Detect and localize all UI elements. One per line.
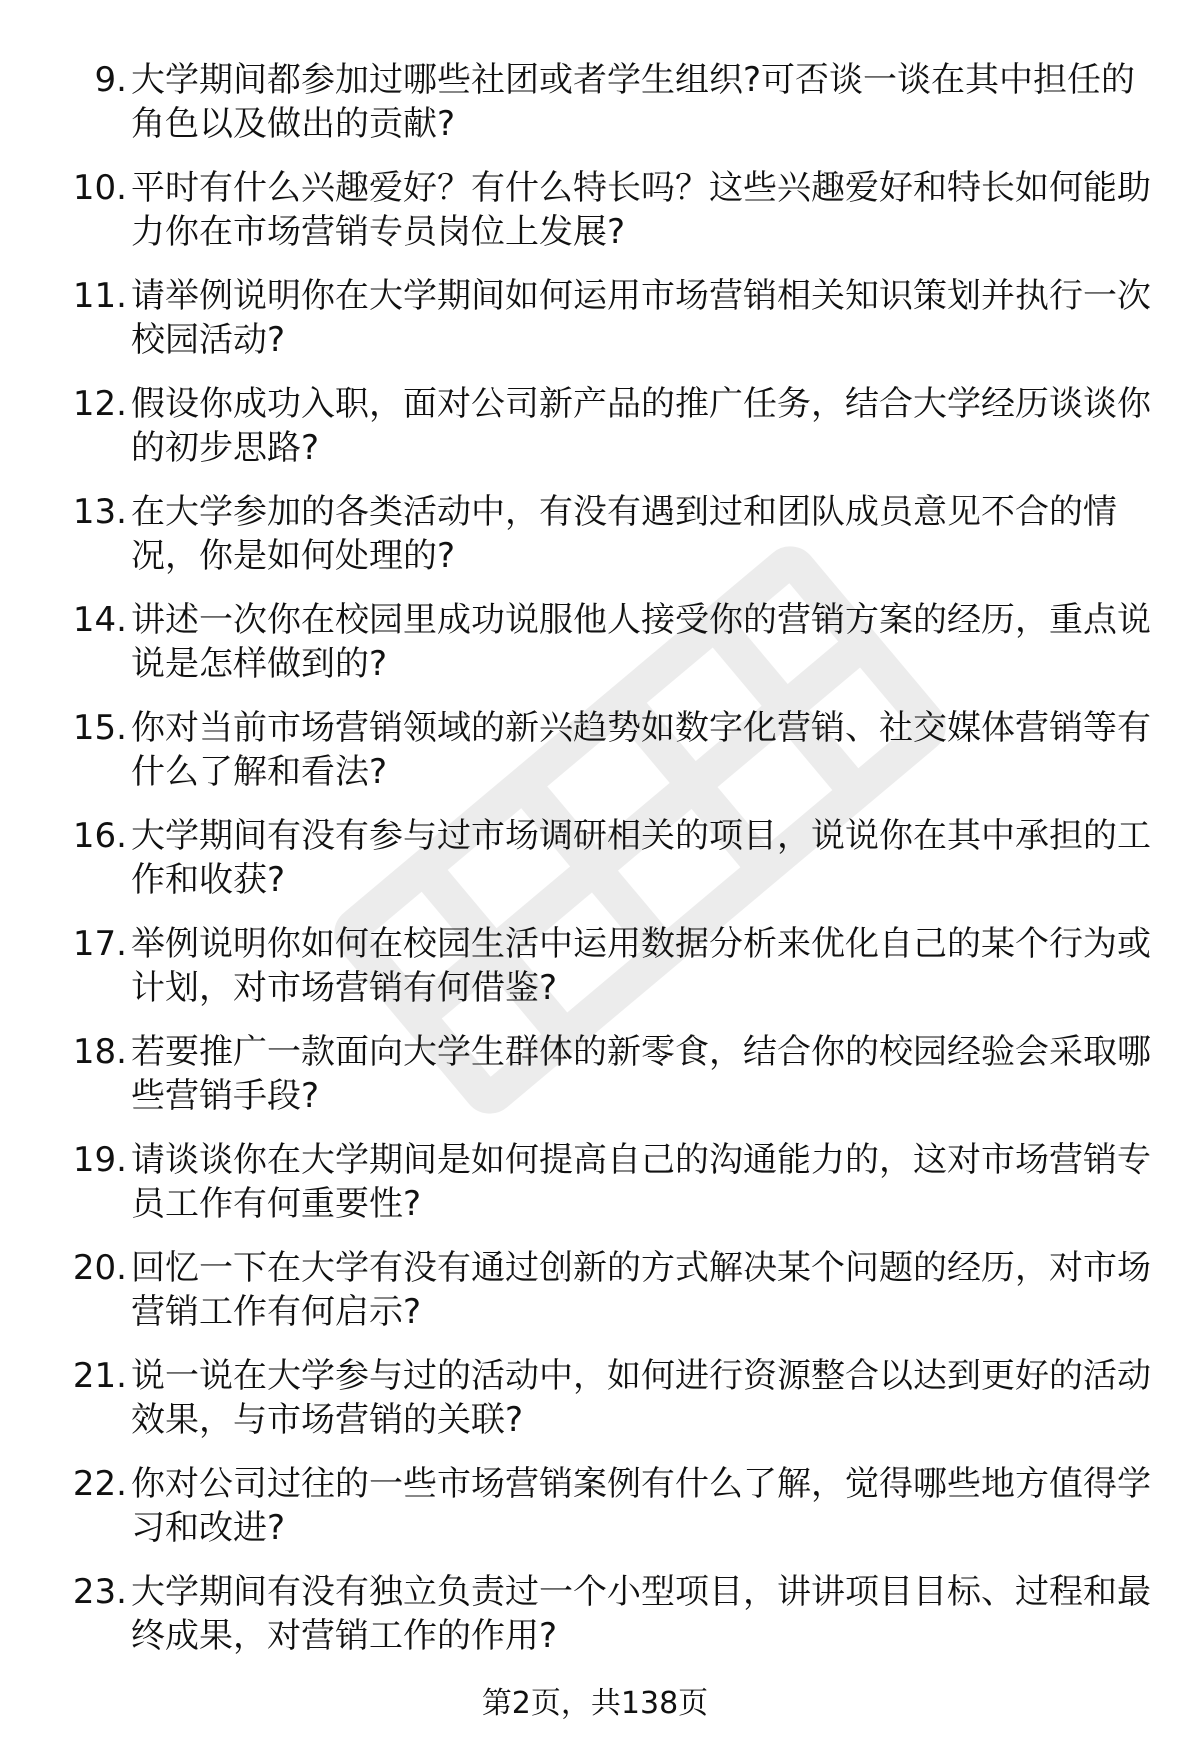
question-number: 15. xyxy=(72,708,127,748)
question-item xyxy=(0,266,1190,374)
question-list xyxy=(0,50,1190,1670)
question-number: 18. xyxy=(72,1032,127,1072)
question-number: 22. xyxy=(72,1464,127,1504)
question-text: 说一说在大学参与过的活动中，如何进行资源整合以达到更好的活动效果，与市场营销的关联? xyxy=(131,1356,1151,1440)
question-text: 大学期间有没有参与过市场调研相关的项目，说说你在其中承担的工作和收获? xyxy=(131,816,1151,900)
question-text: 请举例说明你在大学期间如何运用市场营销相关知识策划并执行一次校园活动? xyxy=(131,276,1151,360)
question-number: 20. xyxy=(72,1248,127,1288)
question-text: 请谈谈你在大学期间是如何提高自己的沟通能力的，这对市场营销专员工作有何重要性? xyxy=(131,1140,1151,1224)
question-number: 19. xyxy=(72,1140,127,1180)
question-number: 12. xyxy=(72,384,127,424)
question-item xyxy=(0,50,1190,158)
question-text: 大学期间有没有独立负责过一个小型项目，讲讲项目目标、过程和最终成果，对营销工作的作用? xyxy=(131,1572,1151,1656)
question-item xyxy=(0,1562,1190,1670)
question-number: 23. xyxy=(72,1572,127,1612)
question-text: 回忆一下在大学有没有通过创新的方式解决某个问题的经历，对市场营销工作有何启示? xyxy=(131,1248,1151,1332)
question-text: 你对当前市场营销领域的新兴趋势如数字化营销、社交媒体营销等有什么了解和看法? xyxy=(131,708,1151,792)
question-number: 13. xyxy=(72,492,127,532)
question-number: 9. xyxy=(94,60,127,100)
question-item xyxy=(0,806,1190,914)
question-text: 假设你成功入职，面对公司新产品的推广任务，结合大学经历谈谈你的初步思路? xyxy=(131,384,1151,468)
question-number: 16. xyxy=(72,816,127,856)
question-number: 11. xyxy=(72,276,127,316)
question-item xyxy=(0,374,1190,482)
question-item xyxy=(0,1238,1190,1346)
question-text: 平时有什么兴趣爱好？有什么特长吗？这些兴趣爱好和特长如何能助力你在市场营销专员岗位上发展? xyxy=(131,168,1151,252)
question-number: 21. xyxy=(72,1356,127,1396)
question-text: 你对公司过往的一些市场营销案例有什么了解，觉得哪些地方值得学习和改进? xyxy=(131,1464,1151,1548)
page-footer: 第2页，共138页 xyxy=(481,1686,709,1721)
question-item xyxy=(0,1346,1190,1454)
question-item xyxy=(0,482,1190,590)
question-text: 讲述一次你在校园里成功说服他人接受你的营销方案的经历，重点说说是怎样做到的? xyxy=(131,600,1151,684)
question-item xyxy=(0,1130,1190,1238)
question-number: 17. xyxy=(72,924,127,964)
question-number: 10. xyxy=(72,168,127,208)
question-item xyxy=(0,1454,1190,1562)
question-item xyxy=(0,914,1190,1022)
question-item xyxy=(0,1022,1190,1130)
question-text: 大学期间都参加过哪些社团或者学生组织?可否谈一谈在其中担任的角色以及做出的贡献? xyxy=(131,60,1136,144)
question-item xyxy=(0,590,1190,698)
question-text: 若要推广一款面向大学生群体的新零食，结合你的校园经验会采取哪些营销手段? xyxy=(131,1032,1151,1116)
question-item xyxy=(0,158,1190,266)
question-item xyxy=(0,698,1190,806)
question-number: 14. xyxy=(72,600,127,640)
question-text: 在大学参加的各类活动中，有没有遇到过和团队成员意见不合的情况，你是如何处理的? xyxy=(131,492,1117,576)
question-text: 举例说明你如何在校园生活中运用数据分析来优化自己的某个行为或计划，对市场营销有何借鉴? xyxy=(131,924,1151,1008)
